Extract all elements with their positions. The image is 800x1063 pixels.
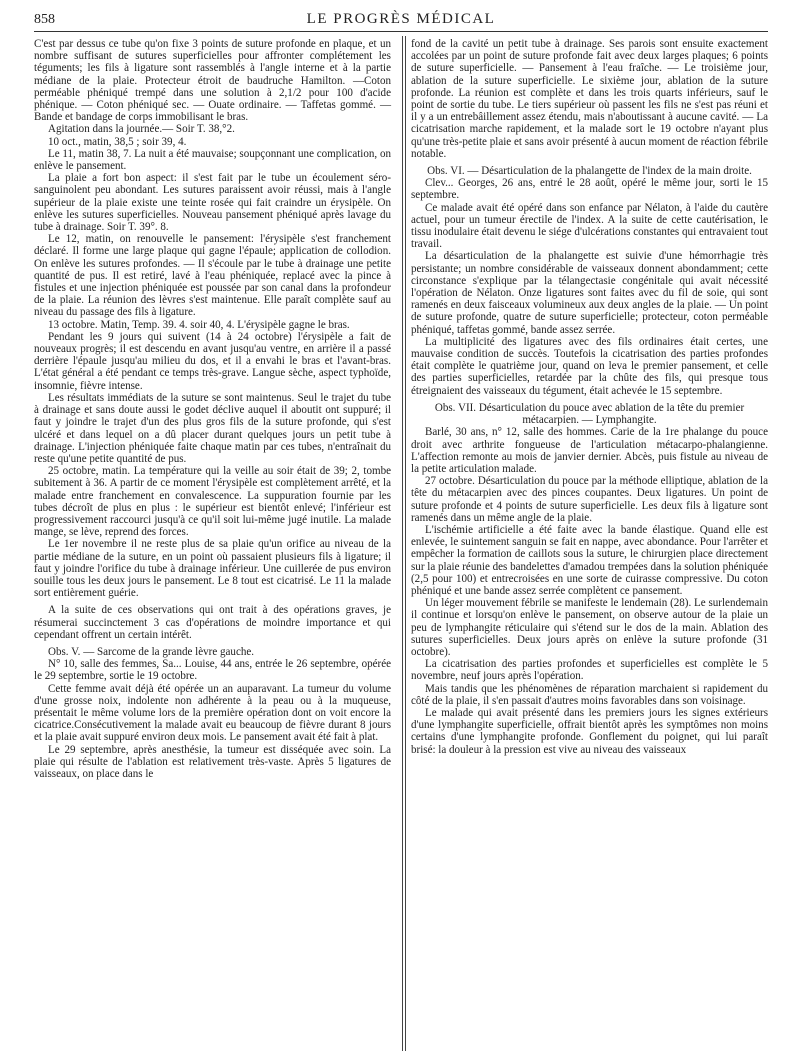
left-column-paragraph: Les résultats immédiats de la suture se sont maintenus. Seul le trajet du tube à drainage et sans doute aussi le godet déclive auquel il aboutit ont suppuré; il faut y joindre le trajet d'un des plus gros fils de la suture profonde, qui s'est ulcéré et dans lequel on a dû placer durant quelques jours un petit tube à drainage. L'injection phéniquée faite chaque matin par ces tubes, n'entraînait du reste qu'une petite quantité de pus. xyxy=(34,391,391,465)
left-column-paragraph: 13 octobre. Matin, Temp. 39. 4. soir 40, 4. L'érysipèle gagne le bras. xyxy=(48,318,350,331)
left-column-paragraph: Le 12, matin, on renouvelle le pansement: l'érysipèle s'est franchement déclaré. Il forme une large plaque qui gagne l'épaule; application de collodion. On enlève les sutures profondes. — Il s'écoule par le tube à drainage une petite quantité de pus. Il est retiré, lavé à l'eau phéniquée, replacé avec la pince à fistules et une injection phéniquée est poussée par son canal dans la profondeur de la plaie. La réunion des lèvres s'est maintenue. Elle paraît complète sauf au niveau du passage des fils à ligature. xyxy=(34,233,391,319)
right-column-paragraph: Barlé, 30 ans, n° 12, salle des hommes. Carie de la 1re phalange du pouce droit avec arthrite fongueuse de l'articulation métacarpo-phalangienne. L'affection remonte au mois de janvier dernier. Abcès, puis fistule au niveau de la petite articulation malade. xyxy=(411,426,768,475)
right-column-paragraph: La multiplicité des ligatures avec des fils ordinaires était certes, une mauvaise condition de succès. Toutefois la cicatrisation des parties profondes était complète le quatrième jour, quand on leva le premier pansement, et celle des parties superficielles, retardée par la chûte des fils, qui presque tous étreignaient des vaisseaux du tégument, était achevée le 15 septembre. xyxy=(411,335,768,397)
left-column-paragraph: 25 octobre, matin. La température qui la veille au soir était de 39; 2, tombe subitement à 36. A partir de ce moment l'érysipèle est complètement arrêté, et la malade entre franchement en convalescence. La suppuration fournie par les tubes décroît de plus en plus : le supérieur est bientôt enlevé; l'inférieur est progressivement raccourci jusqu'à ce qu'il soit lui-même jugé inutile. La malade mange, se lève, reprend des forces. xyxy=(34,465,391,539)
left-column-paragraph: 10 oct., matin, 38,5 ; soir 39, 4. xyxy=(48,135,187,148)
right-column-paragraph: La cicatrisation des parties profondes et superficielles est complète le 5 novembre, neuf jours après l'opération. xyxy=(411,658,768,683)
left-column-paragraph: La plaie a fort bon aspect: il s'est fait par le tube un écoulement séro-sanguinolent peu abondant. Les sutures paraissent avoir réussi, mais à l'angle supérieur de la plaie existe une teinte rosée qui fait craindre un érysipèle. On enlève les sutures superficielles. Nouveau pansement phéniqué après lavage du tube à drainage. Soir T. 39°. 8. xyxy=(34,172,391,234)
header-rule xyxy=(34,31,768,32)
right-column-paragraph: Obs. VII. Désarticulation du pouce avec ablation de la tête du premier métacarpien. — Lymphangite. xyxy=(434,401,745,427)
column-divider-inner xyxy=(405,36,406,1051)
left-column xyxy=(34,38,391,780)
right-column-paragraph: Le malade qui avait présenté dans les premiers jours les signes extérieurs d'une lymphangite superficielle, offrait bientôt après les symptômes non moins certains d'une lymphangite profonde. Gonflement du poignet, qui lui paraît brisé: la douleur à la pression est vive au niveau des vaisseaux xyxy=(411,706,768,756)
right-column-paragraph: fond de la cavité un petit tube à drainage. Ses parois sont ensuite exactement accolées par un point de suture profonde fait avec deux larges plaques; 6 points de suture superficielle. — Pansement à l'eau fraîche. — Le troisième jour, ablation de la suture superficielle. Le sixième jour, ablation de la suture profonde. La réunion est complète et dans les trois quarts inférieurs, sauf le point de sortie du tube. Le tiers supérieur où passent les fils ne s'est pas réuni et il y a un entrebâillement assez étendu, mais n'aboutissant à aucune cavité. — La cicatrisation marche rapidement, et la malade sort le 19 octobre n'ayant plus qu'une très-petite plaie et sans avoir présenté à aucun moment de réaction fébrile notable. xyxy=(411,38,768,160)
left-column-paragraph: Pendant les 9 jours qui suivent (14 à 24 octobre) l'érysipèle a fait de nouveaux progrès; il est descendu en avant jusqu'au ventre, en arrière il a passé derrière l'épaule jusqu'au milieu du dos, et il a envahi le bras et l'avant-bras. L'état général a été pendant ce temps très-grave. Langue sèche, aspect typhoïde, insomnie, fièvre intense. xyxy=(34,330,391,392)
left-column-paragraph: Obs. V. — Sarcome de la grande lèvre gauche. xyxy=(48,645,255,658)
page-header xyxy=(34,10,768,32)
left-column-paragraph: Cette femme avait déjà été opérée un an auparavant. La tumeur du volume d'une grosse noix, indolente non adhérente à la peau ou à la muqueuse, présentait le même volume lors de la première opération dont on voit encore la cicatrice.Consécutivement la malade avait eu beaucoup de fièvre durant 8 jours et la plaie avait suppuré environ deux mois. Le pansement avait été fait à plat. xyxy=(34,682,391,744)
right-column-paragraph: 27 octobre. Désarticulation du pouce par la méthode elliptique, ablation de la tête du métacarpien avec des pinces coupantes. Deux ligatures. Un point de suture profonde et 4 points de suture superficielle. Les deux fils à ligature sont ramenés dans un même angle de la plaie. xyxy=(411,475,768,524)
right-column-paragraph: Ce malade avait été opéré dans son enfance par Nélaton, à l'aide du cautère actuel, pour un tumeur érectile de l'index. A la suite de cette cautérisation, le tissu inodulaire était devenu le siége d'ulcérations constantes qui entravaient tout travail. xyxy=(411,201,768,251)
left-column-paragraph: N° 10, salle des femmes, Sa... Louise, 44 ans, entrée le 26 septembre, opérée le 29 septembre, sortie le 19 octobre. xyxy=(34,658,391,683)
left-column-paragraph: Le 1er novembre il ne reste plus de sa plaie qu'un orifice au niveau de la partie médiane de la suture, en un point où passaient plusieurs fils à ligature; il faut y joindre l'orifice du tube à drainage inférieur. Une cuillerée de pus environ souille tous les deux jours le pansement. Le 8 tout est cicatrisé. Le 11 la malade sort entièrement guérie. xyxy=(34,538,391,600)
right-column-paragraph: Clev... Georges, 26 ans, entré le 28 août, opéré le même jour, sorti le 15 septembre. xyxy=(411,177,768,202)
right-column-paragraph: Obs. VI. — Désarticulation de la phalangette de l'index de la main droite. xyxy=(427,165,752,178)
left-column-paragraph: Le 11, matin 38, 7. La nuit a été mauvaise; soupçonnant une complication, on enlève le pansement. xyxy=(34,147,391,173)
column-divider xyxy=(402,36,403,1051)
journal-title: LE PROGRÈS MÉDICAL xyxy=(306,11,496,27)
left-column-paragraph: A la suite de ces observations qui ont trait à des opérations graves, je résumerai succinctement 3 cas d'opérations de moindre importance et qui cependant offrent un certain intérêt. xyxy=(34,604,391,641)
right-column-paragraph: La désarticulation de la phalangette est suivie d'une hémorrhagie très persistante; un nombre considérable de vaisseaux donnent abondamment; cette circonstance s'explique par la télangectasie congénitale qui avait nécessité l'opération de Nélaton. Onze ligatures sont faites avec du fil de soie, qui sont ramenés en deux faisceaux volumineux aux deux angles de la plaie. — Un point de suture profonde, quatre de suture superficielle; protecteur, coton perméable phéniqué, taffetas gommé, bande assez serrée. xyxy=(411,250,768,336)
left-column-paragraph: C'est par dessus ce tube qu'on fixe 3 points de suture profonde en plaque, et un nombre suffisant de sutures superficielles pour affronter complétement les téguments; les fils à ligature sont rassemblés à l'angle interne et à la partie médiane de la plaie. Protecteur étroit de baudruche Hamilton. —Coton perméable phéniqué trempé dans une solution à 2,1/2 pour 100 d'acide phénique. — Coton phéniqué sec. — Ouate ordinaire. — Taffetas gommé. — Bande et bandage de corps immobilisant le bras. xyxy=(34,38,391,124)
page-number: 858 xyxy=(34,12,55,27)
left-column-paragraph: Le 29 septembre, après anesthésie, la tumeur est disséquée avec soin. La plaie qui résulte de l'ablation est relativement très-vaste. Après 5 ligatures de vaisseaux, on place dans le xyxy=(34,743,391,780)
right-column-paragraph: Un léger mouvement fébrile se manifeste le lendemain (28). Le surlendemain il continue et lorsqu'on enlève le pansement, on observe autour de la plaie un peu de lymphangite réticulaire qui s'étend sur le dos de la main. Ablation des sutures superficielles. Deux jours après on enlève la suture profonde (31 octobre). xyxy=(411,597,768,658)
left-column-paragraph: Agitation dans la journée.— Soir T. 38,°2. xyxy=(48,123,235,136)
right-column-paragraph: L'ischémie artificielle a été faite avec la bande élastique. Quand elle est enlevée, le suintement sanguin se fait en nappe, avec abondance. Pour l'arrêter et empêcher la formation de caillots sous la suture, le chirurgien place directement sur la plaie réunie des bandelettes d'amadou trempées dans la solution phéniquée (2,5 pour 100) et entrecroisées en une sorte de cuirasse compressive. Du coton phéniqué et une bande assez serrée complètent ce pansement. xyxy=(411,523,768,597)
right-column xyxy=(411,38,768,756)
right-column-paragraph: Mais tandis que les phénomènes de réparation marchaient si rapidement du côté de la plaie, il s'en passait d'autres moins favorables dans son voisinage. xyxy=(411,682,768,707)
